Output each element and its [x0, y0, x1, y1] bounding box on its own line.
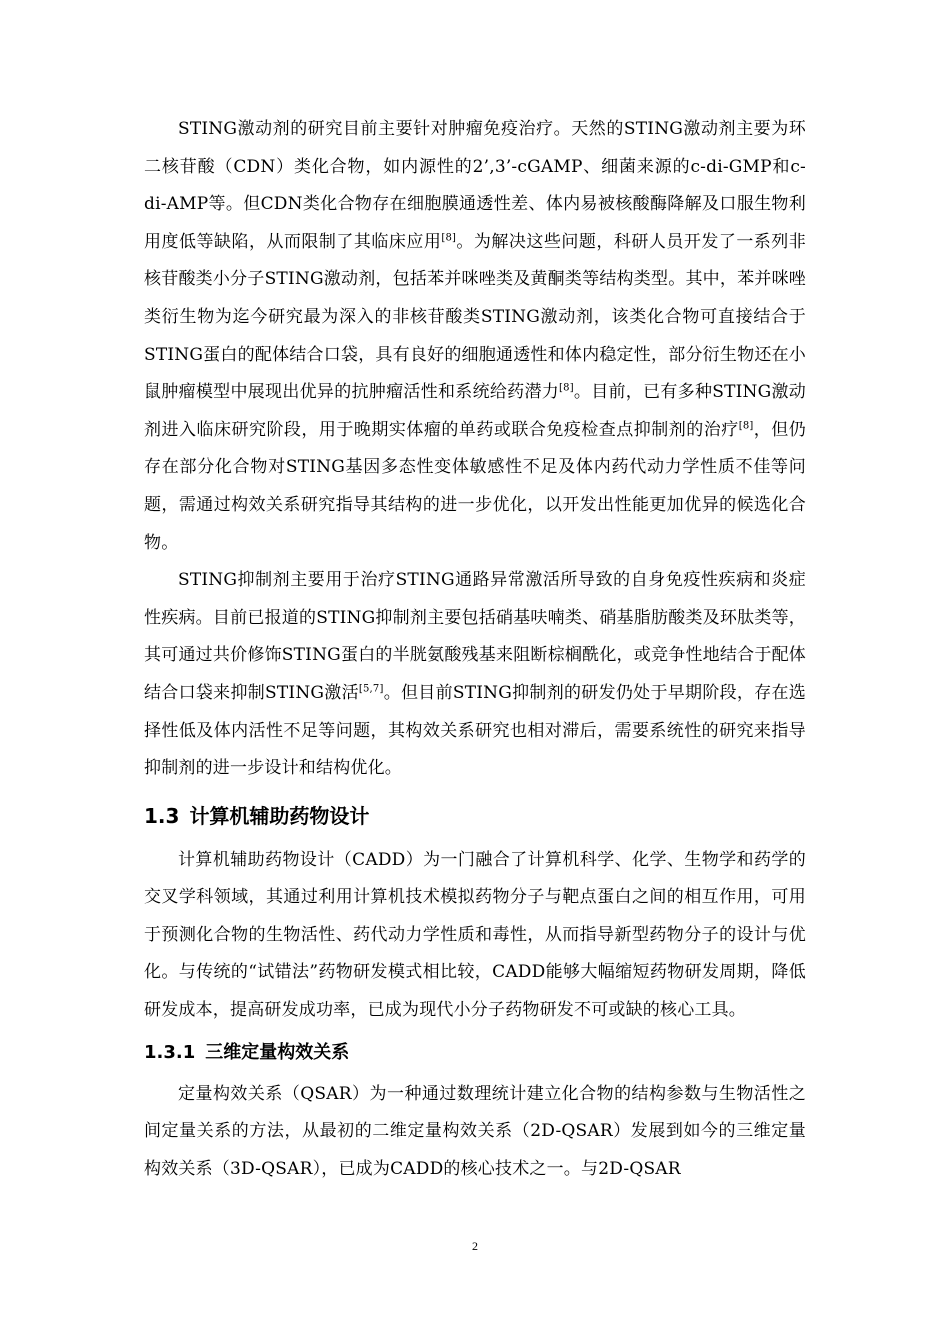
paragraph-text: 。为解决这些问题，科研人员开发了一系列非核苷酸类小分子STING激动剂，包括苯并咪唑类及黄酮类等结构类型。其中，苯并咪唑类衍生物为迄今研究最为深入的非核苷酸类STING激动剂，该类化合物可直接结合于STING蛋白的配体结合口袋，具有良好的细胞通透性和体内稳定性，部分衍生物还在小鼠肿瘤模型中展现出优异的抗肿瘤活性和系统给药潜力: [144, 231, 806, 403]
citation-ref: [8]: [738, 420, 754, 432]
section-heading-1-3-1: [144, 1030, 806, 1076]
citation-ref: [8]: [441, 232, 457, 244]
section-title: 三维定量构效关系: [205, 1041, 350, 1063]
citation-ref: [8]: [559, 382, 574, 394]
page-content: [144, 111, 806, 1188]
section-number: 1.3: [144, 803, 180, 828]
paragraph-text: ，但仍存在部分化合物对STING基因多态性变体敏感性不足及体内药代动力学性质不佳等问题，需通过构效关系研究指导其结构的进一步优化，以开发出性能更加优异的候选化合物。: [144, 419, 806, 553]
paragraph-text: 。目前，已有多种STING激动剂进入临床研究阶段，用于晚期实体瘤的单药或联合免疫检查点抑制剂的治疗: [144, 382, 806, 440]
page-number: 2: [472, 1239, 478, 1253]
paragraph-text: STING激动剂的研究目前主要针对肿瘤免疫治疗。天然的STING激动剂主要为环二核苷酸（CDN）类化合物，如内源性的2’,3’-cGAMP、细菌来源的c-di-GMP和c-di-AMP等。但CDN类化合物存在细胞膜通透性差、体内易被核酸酶降解及口服生物利用度低等缺陷，从而限制了其临床应用: [144, 119, 806, 252]
paragraph-cadd: [144, 842, 806, 1030]
paragraph-sting-agonists: [144, 111, 806, 562]
paragraph-sting-inhibitors: [144, 562, 806, 788]
paragraph-text: 。但目前STING抑制剂的研发仍处于早期阶段，存在选择性低及体内活性不足等问题，其构效关系研究也相对滞后，需要系统性的研究来指导抑制剂的进一步设计和结构优化。: [144, 682, 806, 779]
section-number: 1.3.1: [144, 1041, 196, 1063]
paragraph-qsar: [144, 1076, 806, 1189]
section-title: 计算机辅助药物设计: [189, 803, 370, 828]
paragraph-text: 计算机辅助药物设计（CADD）为一门融合了计算机科学、化学、生物学和药学的交叉学科领域，其通过利用计算机技术模拟药物分子与靶点蛋白之间的相互作用，可用于预测化合物的生物活性、药代动力学性质和毒性，从而指导新型药物分子的设计与优化。与传统的“试错法”药物研发模式相比较，CADD能够大幅缩短药物研发周期，降低研发成本，提高研发成功率，已成为现代小分子药物研发不可或缺的核心工具。: [144, 849, 806, 1021]
paragraph-text: 定量构效关系（QSAR）为一种通过数理统计建立化合物的结构参数与生物活性之间定量关系的方法，从最初的二维定量构效关系（2D-QSAR）发展到如今的三维定量构效关系（3D-QSAR），已成为CADD的核心技术之一。与2D-QSAR: [144, 1083, 806, 1179]
section-heading-1-3: [144, 791, 806, 842]
paragraph-text: STING抑制剂主要用于治疗STING通路异常激活所导致的自身免疫性疾病和炎症性疾病。目前已报道的STING抑制剂主要包括硝基呋喃类、硝基脂肪酸类及环肽类等，其可通过共价修饰STING蛋白的半胱氨酸残基来阻断棕榈酰化，或竞争性地结合于配体结合口袋来抑制STING激活: [144, 570, 806, 703]
citation-ref: [5,7]: [358, 683, 384, 695]
